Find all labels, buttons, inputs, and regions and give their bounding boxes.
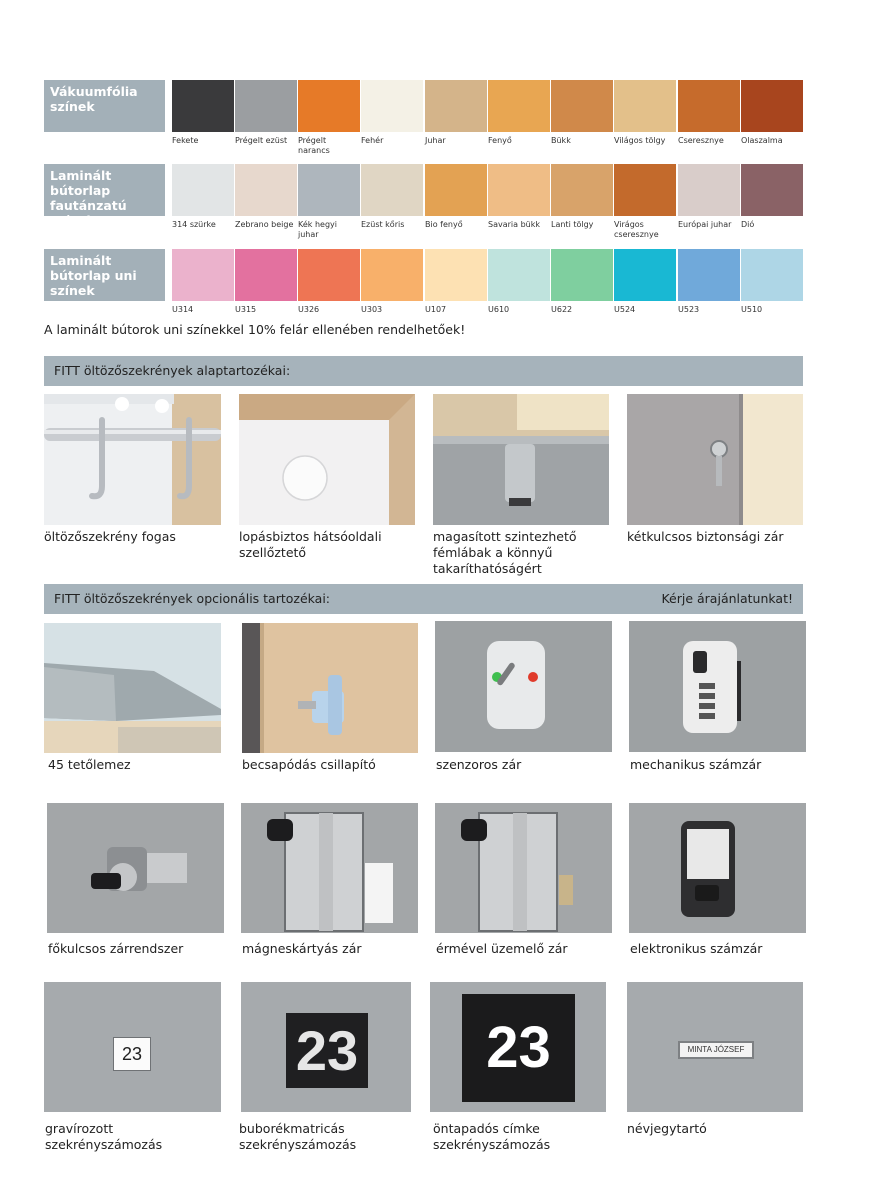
color-swatch: [551, 249, 613, 301]
color-swatch: [361, 249, 423, 301]
roof-illustration: [44, 623, 221, 753]
color-swatch: [298, 249, 360, 301]
caption-damper: becsapódás csillapító: [242, 757, 376, 772]
color-swatch: [172, 164, 234, 216]
color-swatch: [614, 249, 676, 301]
color-swatch: [425, 80, 487, 132]
color-swatch: [172, 80, 234, 132]
photo-engraved-number: [44, 982, 221, 1112]
color-swatch: [678, 249, 740, 301]
caption-lock: kétkulcsos biztonsági zár: [627, 529, 784, 544]
color-swatch: [488, 80, 550, 132]
caption-name-holder: névjegytartó: [627, 1121, 707, 1136]
color-swatch-name: Juhar: [425, 136, 446, 145]
photo-magnetic-card: [241, 803, 418, 933]
color-swatch: [551, 80, 613, 132]
photo-damper: [242, 623, 418, 753]
color-swatch: [551, 164, 613, 216]
color-swatch: [741, 164, 803, 216]
color-swatch: [235, 164, 297, 216]
vent-illustration: [239, 394, 415, 525]
color-swatch-name: Világos tölgy: [614, 136, 666, 145]
color-swatch: [678, 80, 740, 132]
color-swatch-name: Európai juhar: [678, 220, 732, 229]
color-swatch: [298, 164, 360, 216]
photo-sensor-lock: [435, 621, 612, 752]
color-swatch: [741, 249, 803, 301]
photo-coin-lock: [435, 803, 612, 933]
photo-roof: [44, 623, 221, 753]
color-swatch-name: U107: [425, 305, 447, 314]
color-swatch-name: U326: [298, 305, 320, 314]
adhesive-label-number: 23: [462, 994, 575, 1102]
caption-sensor-lock: szenzoros zár: [436, 757, 522, 772]
caption-mechanical-combo: mechanikus számzár: [630, 757, 762, 772]
lock-illustration: [627, 394, 803, 525]
color-swatch: [425, 249, 487, 301]
photo-electronic-combo: [629, 803, 806, 933]
engraved-number-plate: 23: [113, 1037, 151, 1071]
color-swatch-name: Bükk: [551, 136, 571, 145]
electronic-combo-illustration: [629, 803, 806, 933]
color-swatch: [235, 249, 297, 301]
photo-hook: [44, 394, 221, 525]
color-swatch-name: Ezüst kőris: [361, 220, 405, 229]
color-swatch: [235, 80, 297, 132]
color-swatch-name: Lanti tölgy: [551, 220, 594, 229]
hook-illustration: [44, 394, 221, 525]
color-swatch: [741, 80, 803, 132]
caption-electronic-combo: elektronikus számzár: [630, 941, 763, 956]
photo-lock: [627, 394, 803, 525]
color-swatch-name: Dió: [741, 220, 755, 229]
color-swatch: [614, 164, 676, 216]
caption-vent: lopásbiztos hátsóoldali szellőztető: [239, 529, 382, 560]
caption-adhesive-label: öntapadós címke szekrényszámozás: [433, 1121, 551, 1152]
color-swatch-name: Savaria bükk: [488, 220, 540, 229]
color-swatch: [172, 249, 234, 301]
color-swatch: [298, 80, 360, 132]
color-swatch-name: U523: [678, 305, 700, 314]
color-swatch-name: Fenyő: [488, 136, 512, 145]
coin-lock-illustration: [435, 803, 612, 933]
color-swatch-name: U314: [172, 305, 194, 314]
color-swatch: [361, 80, 423, 132]
name-card-text: MINTA JÓZSEF: [678, 1041, 754, 1059]
mechanical-combo-illustration: [629, 621, 806, 752]
photo-legs: [433, 394, 609, 525]
color-swatch-name: U622: [551, 305, 573, 314]
color-swatch-name: Prégelt ezüst: [235, 136, 288, 145]
magnetic-card-illustration: [241, 803, 418, 933]
color-swatch-name: Virágos cseresznye: [614, 220, 659, 239]
color-swatch-name: Zebrano beige: [235, 220, 294, 229]
color-swatch-name: 314 szürke: [172, 220, 216, 229]
color-swatch-name: U315: [235, 305, 257, 314]
caption-hook: öltözőszekrény fogas: [44, 529, 176, 544]
color-swatch-name: Kék hegyi juhar: [298, 220, 337, 239]
photo-master-key: [47, 803, 224, 933]
caption-master-key: főkulcsos zárrendszer: [48, 941, 184, 956]
section-header-optional: [44, 584, 803, 614]
caption-coin-lock: érmével üzemelő zár: [436, 941, 568, 956]
color-swatch: [361, 164, 423, 216]
swatch-row-label: Laminált bútorlap uni színek: [44, 249, 165, 301]
color-swatch: [488, 164, 550, 216]
section-header-basic: FITT öltözőszekrények alaptartozékai:: [44, 356, 803, 386]
color-swatch-name: U303: [361, 305, 383, 314]
color-swatch-name: U524: [614, 305, 636, 314]
color-swatch-name: Fehér: [361, 136, 384, 145]
caption-bubble-sticker: buborékmatricás szekrényszámozás: [239, 1121, 357, 1152]
color-swatch: [614, 80, 676, 132]
color-swatch-name: Cseresznye: [678, 136, 724, 145]
color-swatch-name: U610: [488, 305, 510, 314]
photo-name-holder: [627, 982, 803, 1112]
sensor-lock-illustration: [435, 621, 612, 752]
quote-cta: Kérje árajánlatunkat!: [661, 591, 793, 606]
color-swatch-name: Bio fenyő: [425, 220, 463, 229]
caption-magnetic-card: mágneskártyás zár: [242, 941, 362, 956]
color-swatch-name: Prégelt narancs: [298, 136, 330, 155]
color-swatch-name: U510: [741, 305, 763, 314]
master-key-illustration: [47, 803, 224, 933]
color-swatch-name: Fekete: [172, 136, 199, 145]
color-swatch-name: Olaszalma: [741, 136, 783, 145]
section-title: FITT öltözőszekrények opcionális tartozékai:: [54, 591, 331, 606]
color-swatch: [425, 164, 487, 216]
photo-vent: [239, 394, 415, 525]
photo-adhesive-label: [430, 982, 606, 1112]
legs-illustration: [433, 394, 609, 525]
photo-mechanical-combo: [629, 621, 806, 752]
swatch-row-label: Laminált bútorlap fautánzatú színek: [44, 164, 165, 216]
bubble-sticker-number: 23: [286, 1013, 368, 1088]
photo-bubble-sticker: [241, 982, 411, 1112]
uni-surcharge-note: A laminált bútorok uni színekkel 10% felár ellenében rendelhetőek!: [44, 322, 466, 337]
caption-engraved-number: gravírozott szekrényszámozás: [45, 1121, 163, 1152]
caption-legs: magasított szintezhető fémlábak a könnyű takaríthatóságért: [433, 529, 577, 576]
caption-roof: 45 tetőlemez: [48, 757, 131, 772]
swatch-row-label: Vákuumfólia színek: [44, 80, 165, 132]
color-swatch: [678, 164, 740, 216]
color-swatch: [488, 249, 550, 301]
damper-illustration: [242, 623, 418, 753]
